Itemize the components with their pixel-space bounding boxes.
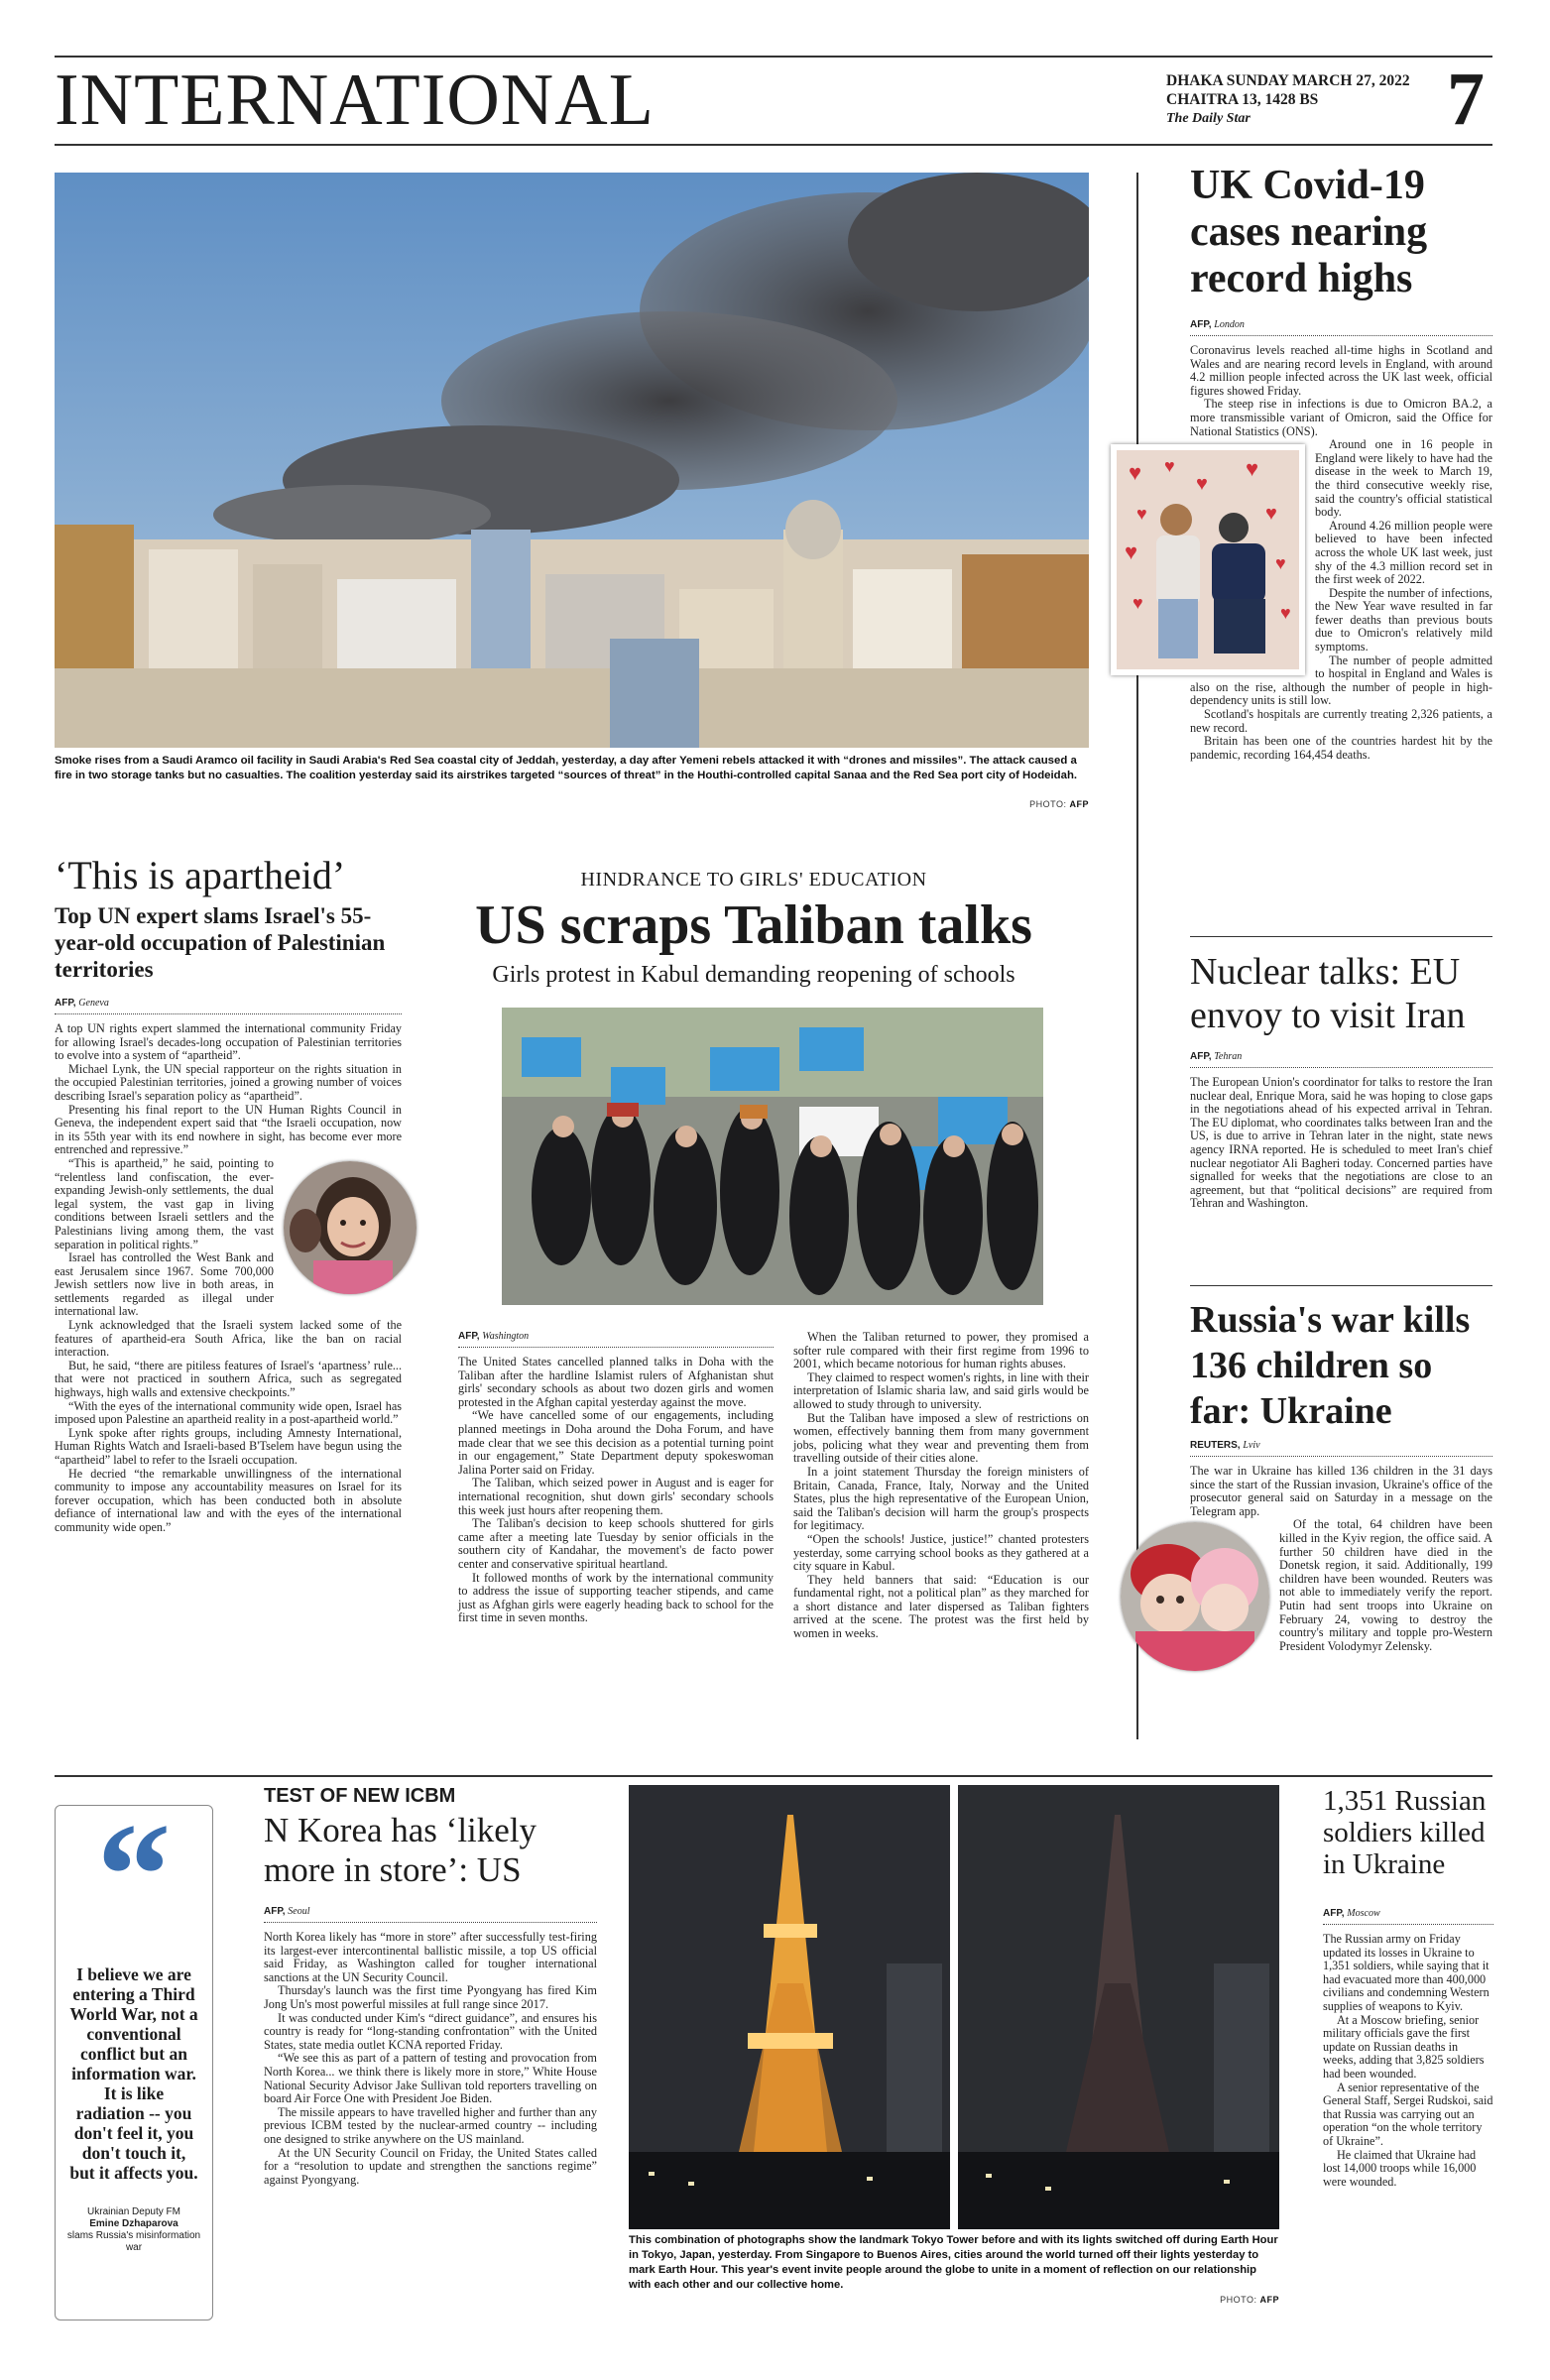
apartheid-p2: Michael Lynk, the UN special rapporteur on the rights situation in the occupied Palestinian territories, joined a growing number of voices describing Israel's separation policy as “apartheid”.	[55, 1061, 402, 1103]
apartheid-p3: Presenting his final report to the UN Human Rights Council in Geneva, the independent expert said that “the Israeli occupation, now in its 55th year with its end nowhere in sight, has become ever more entrenched and repressive.”	[55, 1102, 402, 1157]
ukraine-children-illustration	[1121, 1522, 1269, 1671]
apartheid-byline	[55, 998, 402, 1014]
kabul-protest-illustration	[502, 1008, 1043, 1305]
tokyo-credit-agency: AFP	[1259, 2295, 1279, 2305]
nkorea-p4: “We see this as part of a pattern of testing and provocation from North Korea... we think there is likely more in store,” White House National Security Advisor Jake Sullivan told reporters travelling on board Air Force One with President Joe Biden.	[264, 2051, 597, 2106]
jeddah-photo-illustration	[55, 173, 1089, 748]
russian-soldiers-agency: AFP,	[1323, 1908, 1345, 1919]
apartheid-p1: A top UN rights expert slammed the international community Friday for allowing Israel's decades-long occupation of Palestinian territories to evolve into a system of “apartheid”.	[55, 1021, 402, 1063]
svg-text:♥: ♥	[1280, 603, 1291, 624]
dateline: DHAKA SUNDAY MARCH 27, 2022	[1166, 72, 1410, 89]
nuclear-agency: AFP,	[1190, 1051, 1212, 1062]
nkorea-agency: AFP,	[264, 1906, 286, 1917]
russian-soldiers-p2: At a Moscow briefing, senior military officials gave the first update on Russian deaths in weeks, adding that 3,825 soldiers had been wounded.	[1323, 2012, 1485, 2081]
uk-covid-p3: Around one in 16 people in England were likely to have had the disease in the week to March 19, the third consecutive weekly rise, said the country's official statistical body.	[1315, 437, 1492, 520]
apartheid-headline: ‘This is apartheid’	[55, 853, 346, 897]
nkorea-headline: N Korea has ‘likely more in store’: US	[264, 1811, 537, 1889]
uk-covid-byline	[1190, 319, 1492, 336]
tokyo-credit	[1131, 2295, 1279, 2305]
russia-children-body	[1190, 1465, 1492, 1653]
quote-text: I believe we are entering a Third World War, not a conventional conflict but an information war. It is like radiation -- you don't feel it, you don't touch it, but it affects you.	[69, 1964, 198, 2183]
taliban-place: Washington	[482, 1331, 530, 1342]
taliban-col2-p5: “Open the schools! Justice, justice!” chanted protesters yesterday, some carrying school books as they gathered at a city square in Kabul.	[793, 1531, 1089, 1574]
nuclear-article	[1190, 1051, 1492, 1211]
taliban-col1-body	[458, 1356, 774, 1625]
page-number: 7	[1447, 58, 1485, 141]
russian-soldiers-byline	[1323, 1908, 1493, 1925]
quote-attr-role: Ukrainian Deputy FM	[87, 2206, 180, 2217]
russia-children-agency: REUTERS,	[1190, 1440, 1241, 1451]
apartheid-place: Geneva	[78, 998, 109, 1009]
taliban-col2-p3: But the Taliban have imposed a slew of restrictions on women, effectively banning them from many government jobs, policing what they wear and preventing them from travelling outside of their cities alone.	[793, 1410, 1089, 1466]
russian-soldiers-p4: He claimed that Ukraine had lost 14,000 troops while 16,000 were wounded.	[1323, 2147, 1477, 2189]
uk-covid-place: London	[1214, 319, 1245, 330]
quote-attr-name: Emine Dzhaparova	[89, 2218, 179, 2229]
tokyo-tower-photo	[629, 1785, 1279, 2229]
svg-text:♥: ♥	[1133, 593, 1143, 614]
taliban-col2-body	[793, 1331, 1089, 1641]
nkorea-p2: Thursday's launch was the first time Pyongyang has fired Kim Jong Un's most powerful missiles at full range since 2017.	[264, 1983, 597, 2011]
russian-soldiers-headline: 1,351 Russian soldiers killed in Ukraine	[1323, 1785, 1487, 1880]
uk-covid-p4: Around 4.26 million people were believed to have been infected across the whole UK last week, just shy of the 4.3 million record set in the first week of 2022.	[1315, 518, 1492, 587]
russia-children-p1: The war in Ukraine has killed 136 children in the 31 days since the start of the Russian invasion, Ukraine's office of the prosecutor general said on Saturday in a message on the Telegram app.	[1190, 1464, 1492, 1518]
uk-covid-p6: The number of people admitted to hospital in England and Wales is also on the rise, although the number of people in high-dependency units is still low.	[1190, 653, 1492, 708]
palestinian-girl-photo	[284, 1161, 417, 1294]
section-title: INTERNATIONAL	[55, 60, 655, 141]
uk-covid-headline: UK Covid-19 cases nearing record highs	[1190, 163, 1428, 301]
taliban-headline: US scraps Taliban talks	[475, 894, 1032, 956]
masthead-dateline-block	[1166, 71, 1436, 128]
nkorea-p1: North Korea likely has “more in store” after successfully test-firing its largest-ever intercontinental ballistic missile, a top US official said Friday, as Washington called for tougher international sanctions at the UN Security Council.	[264, 1930, 597, 1984]
taliban-subhead: Girls protest in Kabul demanding reopening of schools	[492, 962, 1015, 988]
russia-children-byline	[1190, 1440, 1492, 1457]
apartheid-p7: But, he said, “there are pitiless features of Israel's ‘apartness’ rule... that were not practiced in southern Africa, such as segregated highways, high walls and extensive checkpoints.”	[55, 1358, 402, 1400]
tokyo-caption: This combination of photographs show the landmark Tokyo Tower before and with its lights switched off during Earth Hour in Tokyo, Japan, yesterday. From Singapore to Buenos Aires, cities around the world turned off their lights yesterday to mark Earth Hour. This year's event invite people around the globe to unite in a moment of reflection on our relationship with each other and our collective home.	[629, 2234, 1278, 2291]
taliban-col2-p6: They held banners that said: “Education is our fundamental right, not a political plan” as they marched for a short distance and later dispersed as Taliban fighters arrived at the scene. The protest was the first held by women in weeks.	[793, 1572, 1089, 1641]
palestinian-girl-illustration	[284, 1161, 417, 1294]
apartheid-p10: He decried “the remarkable unwillingness of the international community to impose any accountability measures on Israel for its forever occupation, which has been conducted both in absolute defiance of international law and with the eyes of the international community wide open.”	[55, 1466, 402, 1534]
taliban-article-col1	[458, 1331, 774, 1625]
apartheid-article	[55, 998, 402, 1535]
uk-covid-body	[1125, 343, 1492, 762]
uk-covid-p1: Coronavirus levels reached all-time highs in Scotland and Wales and are nearing record levels in England, with around 4.2 million people infected across the UK last week, official figures showed Friday.	[1190, 343, 1492, 398]
svg-text:♥: ♥	[1196, 473, 1208, 496]
uk-covid-p8: Britain has been one of the countries hardest hit by the pandemic, recording 164,454 deaths.	[1190, 734, 1492, 762]
apartheid-p8: “With the eyes of the international community wide open, Israel has imposed upon Palestine an apartheid reality in a post-apartheid world.”	[55, 1398, 402, 1427]
nkorea-byline	[264, 1906, 597, 1923]
russia-children-article	[1190, 1440, 1492, 1675]
svg-text:♥: ♥	[1265, 503, 1277, 526]
masthead-bottom-rule	[55, 144, 1492, 146]
quote-attr-note: slams Russia's misinformation war	[66, 2230, 201, 2253]
uk-covid-p5: Despite the number of infections, the New Year wave resulted in far fewer deaths than previous bouts due to Omicron's relatively mild symptoms.	[1315, 585, 1492, 654]
taliban-col1-p2: “We have cancelled some of our engagements, including planned meetings in Doha around the Doha Forum, and have made clear that we see this decision as a potential turning point in our engagement,” State Department deputy spokeswoman Jalina Porter said on Friday.	[458, 1408, 774, 1477]
paper-logo: The Daily Star	[1166, 111, 1251, 126]
apartheid-agency: AFP,	[55, 998, 76, 1009]
jeddah-credit	[942, 799, 1089, 809]
nkorea-kicker: TEST OF NEW ICBM	[264, 1785, 456, 1807]
uk-covid-end-rule	[1190, 936, 1492, 937]
jeddah-caption: Smoke rises from a Saudi Aramco oil facility in Saudi Arabia's Red Sea coastal city of Jeddah, yesterday, a day after Yemeni rebels attacked it with “drones and missiles”. The attack caused a fire in two storage tanks but no casualties. The coalition yesterday said its airstrikes targeted “sources of threat” in the Houthi-controlled capital Sanaa and the Red Sea port city of Hodeidah.	[55, 755, 1078, 781]
nuclear-body	[1190, 1076, 1492, 1211]
nkorea-p6: At the UN Security Council on Friday, the United States called for a “resolution to update and strengthen the sanctions regime” against Pyongyang.	[264, 2145, 597, 2187]
taliban-article-col2	[793, 1331, 1089, 1641]
taliban-byline	[458, 1331, 774, 1348]
tokyo-tower-illustration	[629, 1785, 1279, 2229]
uk-covid-article	[1125, 319, 1492, 762]
apartheid-body	[55, 1022, 402, 1535]
quote-attribution	[56, 2206, 212, 2254]
hearts-wall-photo	[1111, 444, 1305, 675]
russian-soldiers-body	[1323, 1933, 1493, 2189]
nkorea-p3: It was conducted under Kim's “direct guidance”, and ensures his country is ready for “long-standing confrontation” with the United States, state media outlet KCNA reported Friday.	[264, 2010, 597, 2052]
tokyo-credit-label: PHOTO:	[1220, 2295, 1257, 2305]
taliban-col1-p1: The United States cancelled planned talks in Doha with the Taliban after the hardline Islamist rulers of Afghanistan shut girls' secondary schools as about two dozen girls and women protested in the Afghan capital yesterday against the move.	[458, 1355, 774, 1409]
jeddah-credit-label: PHOTO:	[1029, 799, 1067, 809]
russia-children-p2: Of the total, 64 children have been killed in the Kyiv region, the office said. A further 50 children have died in the Donetsk region, it said. Additionally, 199 children have been wounded. Reuters was not able to immediately verify the report. Putin had sent troops into Ukraine on February 24, vowing to destroy the country's military and topple pro-Western President Volodymyr Zelensky.	[1279, 1517, 1492, 1653]
russian-soldiers-place: Moscow	[1347, 1908, 1380, 1919]
right-column-divider	[1136, 173, 1138, 1739]
jeddah-photo	[55, 173, 1089, 748]
nkorea-p5: The missile appears to have travelled higher and further than any previous ICBM tested by the nuclear-armed country -- including one designed to strike anywhere on the US mainland.	[264, 2104, 597, 2146]
quote-mark-icon: “	[96, 1793, 172, 1958]
kabul-protest-photo	[502, 1008, 1043, 1305]
uk-covid-p2: The steep rise in infections is due to Omicron BA.2, a more transmissible variant of Omicron, said the Office for National Statistics (ONS).	[1190, 397, 1492, 438]
apartheid-p5: Israel has controlled the West Bank and east Jerusalem since 1967. Some 700,000 Jewish settlers now live in both areas, in settlements regarded as illegal under international law.	[55, 1250, 274, 1319]
uk-covid-p7: Scotland's hospitals are currently treating 2,326 patients, a new record.	[1190, 707, 1492, 735]
svg-text:♥: ♥	[1125, 539, 1138, 565]
nkorea-body	[264, 1931, 597, 2187]
apartheid-p9: Lynk spoke after rights groups, including Amnesty International, Human Rights Watch and Israeli-based B'Tselem have begun using the “apartheid” label to refer to the Israeli occupation.	[55, 1425, 402, 1467]
russian-soldiers-p1: The Russian army on Friday updated its losses in Ukraine to 1,351 soldiers, while saying that it had evacuated more than 400,000 civilians and condemning Western supplies of weapons to Kyiv.	[1323, 1932, 1490, 2013]
taliban-col2-p4: In a joint statement Thursday the foreign ministers of Britain, Canada, France, Italy, Norway and the United States, plus the high representative of the European Union, said the Taliban's decision will harm the group's prospects for legitimacy.	[793, 1464, 1089, 1533]
taliban-kicker: HINDRANCE TO GIRLS' EDUCATION	[580, 869, 927, 891]
svg-text:♥: ♥	[1246, 456, 1259, 482]
jeddah-credit-agency: AFP	[1069, 799, 1089, 809]
nkorea-article	[264, 1906, 597, 2187]
taliban-agency: AFP,	[458, 1331, 480, 1342]
taliban-col2-p2: They claimed to respect women's rights, in line with their interpretation of Islamic sharia law, and said girls would be allowed to study through to university.	[793, 1369, 1089, 1411]
taliban-col1-p3: The Taliban, which seized power in August and is eager for international recognition, shut down girls' secondary schools this week just hours after reopening them.	[458, 1476, 774, 1517]
apartheid-p6: Lynk acknowledged that the Israeli system lacked some of the features of apartheid-era South Africa, like the ban on racial interaction.	[55, 1318, 402, 1360]
svg-text:♥: ♥	[1136, 504, 1147, 525]
svg-text:♥: ♥	[1164, 456, 1175, 477]
apartheid-p4: “This is apartheid,” he said, pointing to “relentless land confiscation, the ever-expanding Jewish-only settlements, the dual legal system, the vast gap in living conditions between Israeli settlers and the Palestinians living among them, the vast separation in political rights.”	[55, 1155, 274, 1251]
apartheid-subhead: Top UN expert slams Israel's 55-year-old occupation of Palestinian territories	[55, 903, 386, 982]
taliban-col1-p4: The Taliban's decision to keep schools shuttered for girls came after a meeting late Tuesday by senior officials in the southern city of Kandahar, the movement's de facto power center and conservative spiritual heartland.	[458, 1516, 774, 1571]
masthead-top-rule	[55, 56, 1492, 58]
russia-children-headline: Russia's war kills 136 children so far: Ukraine	[1190, 1299, 1471, 1432]
taliban-col1-p5: It followed months of work by the international community to address the issue of supporting teacher stipends, and came just as Afghan girls were eagerly heading back to school for the first time in seven months.	[458, 1570, 774, 1625]
russian-soldiers-article	[1323, 1908, 1493, 2189]
nuclear-p1: The European Union's coordinator for talks to restore the Iran nuclear deal, Enrique Mora, said he was hoping to close gaps in the negotiations ahead of his expected arrival in Tehran. The EU diplomat, who coordinates talks between Iran and the US, is due to arrive in Tehran later in the night, state news agency IRNA reported. He is scheduled to meet Iran's chief nuclear negotiator Ali Bagheri today. Concerned parties have signalled for weeks that the negotiations are close to an agreement, but that “political decisions” are required from Tehran and Washington.	[1190, 1075, 1492, 1211]
taliban-col2-p1: When the Taliban returned to power, they promised a softer rule compared with their first regime from 1996 to 2001, which became notorious for human rights abuses.	[793, 1330, 1089, 1371]
nuclear-place: Tehran	[1214, 1051, 1243, 1062]
nuclear-byline	[1190, 1051, 1492, 1068]
quote-box	[55, 1793, 213, 2320]
nuclear-end-rule	[1190, 1285, 1492, 1286]
russian-soldiers-p3: A senior representative of the General Staff, Sergei Rudskoi, said that Russia was carrying out an operation “on the whole territory of Ukraine”.	[1323, 2080, 1493, 2148]
uk-covid-agency: AFP,	[1190, 319, 1212, 330]
hearts-wall-illustration	[1117, 450, 1299, 669]
russia-children-place: Lviv	[1243, 1440, 1260, 1451]
svg-text:♥: ♥	[1129, 460, 1142, 486]
ukraine-children-photo	[1121, 1522, 1269, 1671]
bengali-date: CHAITRA 13, 1428 BS	[1166, 91, 1319, 108]
nuclear-headline: Nuclear talks: EU envoy to visit Iran	[1190, 951, 1466, 1036]
nkorea-place: Seoul	[288, 1906, 310, 1917]
bottom-section-rule	[55, 1775, 1492, 1777]
svg-text:♥: ♥	[1275, 553, 1286, 574]
